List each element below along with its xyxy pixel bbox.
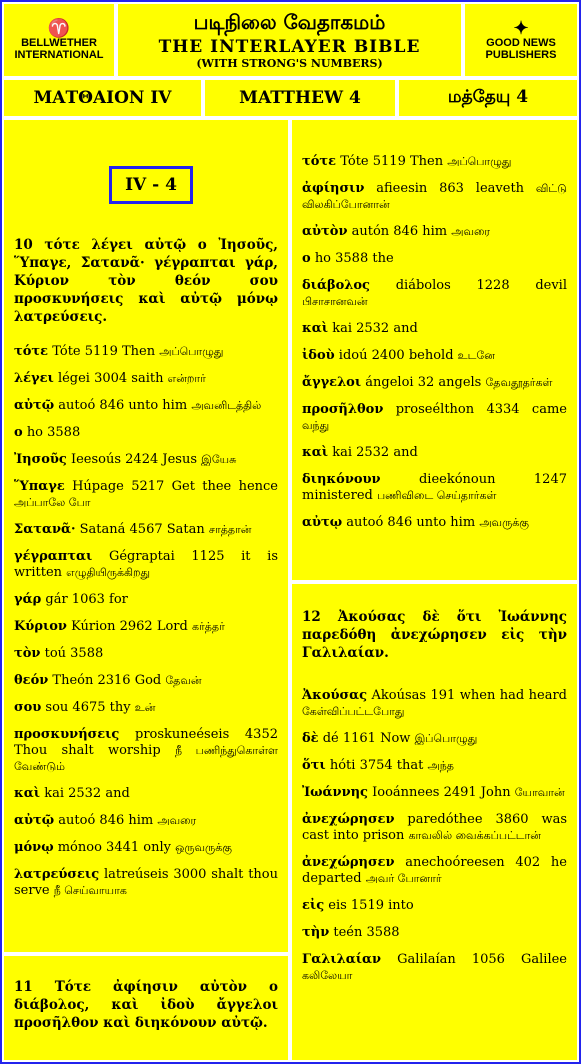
greek-word: ὅτι [302,758,326,773]
tamil-gloss: என்றார் [167,372,206,385]
word-gloss: kai 2532 and [332,321,418,336]
word-entry [14,786,278,802]
greek-word: δὲ [302,731,319,746]
word-gloss: Tóte 5119 Then [340,154,444,169]
greek-word: τότε [302,154,337,169]
verse12-text: 12 Ἀκούσας δὲ ὅτι Ἰωάννης παρεδόθη ἀνεχώρησεν εἰς τὴν Γαλιλαίαν. [302,609,567,661]
subtitle: (WITH STRONG'S NUMBERS) [196,57,383,70]
word-gloss: Ieesoús 2424 Jesus [70,452,198,467]
book-icon: ✦ [513,18,529,38]
word-gloss: anechoóreesen 402 he departed [302,855,567,886]
bellwether-logo-text: BELLWETHER INTERNATIONAL [14,37,104,61]
greek-word: Γαλιλαίαν [302,952,382,967]
bellwether-icon: ♈ [47,18,71,38]
word-entry [14,592,278,608]
tamil-gloss: வந்து [302,419,330,432]
word-gloss: gár 1063 for [45,592,128,607]
word-entry [14,673,278,689]
word-gloss: eis 1519 into [328,898,414,913]
word-entry [14,700,278,716]
word-gloss: Akoúsas 191 when had heard [371,688,567,703]
verse10-wordlist [14,344,278,899]
word-entry [302,952,567,984]
good-news-logo-text: GOOD NEWS PUBLISHERS [485,37,557,61]
word-gloss: Gégraptai 1125 it is written [14,549,278,580]
word-gloss: légei 3004 saith [57,371,164,386]
tamil-gloss: தேவன் [165,674,202,687]
tamil-gloss: யோவான் [514,786,565,799]
word-entry [302,785,567,801]
word-entry [14,840,278,856]
word-entry [302,812,567,844]
greek-word: αὐτῷ [14,813,55,828]
greek-word: λέγει [14,371,54,386]
tamil-gloss: சாத்தான் [208,523,252,536]
word-entry [302,402,567,434]
verse10-text: 10 τότε λέγει αὐτῷ ο Ἰησοῦς, Ὕπαγε, Σατανᾶ· γέγραπται γάρ, Κύριον τὸν θεόν σου προσκυνήσεις καὶ αὐτῷ μόνῳ λατρεύσεις. [14,237,278,325]
word-entry [14,727,278,775]
verse10-panel [2,118,290,954]
greek-word: καὶ [14,786,41,801]
tamil-gloss: கர்த்தர் [191,620,225,633]
title-block [116,2,463,78]
greek-word: ο [302,251,311,266]
tamil-book-label: மத்தேயு 4 [447,87,529,107]
word-gloss: proseélthon 4334 came [395,402,567,417]
tamil-gloss: அப்பொழுது [447,155,512,168]
word-entry [302,898,567,914]
title-english: THE INTERLAYER BIBLE [158,37,421,57]
tamil-gloss: கலிலேயா [302,969,353,982]
greek-word: καὶ [302,321,329,336]
greek-word: θεόν [14,673,49,688]
word-entry [14,425,278,441]
word-gloss: proskuneéseis 4352 Thou shalt worship [14,727,278,758]
chapter-reference: IV - 4 [109,166,193,204]
greek-word: εἰς [302,898,325,913]
greek-word: γάρ [14,592,42,607]
word-entry [302,375,567,391]
good-news-logo [463,2,579,78]
verse12-wordlist [302,688,567,984]
greek-word: προσκυνήσεις [14,727,120,742]
word-gloss: dé 1161 Now [322,731,411,746]
verse11-wordlist [302,154,567,531]
tamil-gloss: இயேசு [201,453,237,466]
word-entry [14,398,278,414]
greek-word: Κύριον [14,619,67,634]
word-entry [14,619,278,635]
word-gloss: Húpage 5217 Get thee hence [72,479,278,494]
tamil-gloss: நீ பணிந்துகொள்ள வேண்டும் [14,744,278,773]
greek-word: ἀφίησιν [302,181,365,196]
tamil-gloss: அப்பொழுது [159,345,224,358]
word-gloss: diábolos 1228 devil [395,278,568,293]
word-gloss: Theón 2316 God [52,673,162,688]
tamil-gloss: அவரை [451,225,491,238]
word-gloss: kai 2532 and [44,786,130,801]
word-gloss: sou 4675 thy [45,700,131,715]
word-gloss: teén 3588 [333,925,400,940]
greek-word: προσῆλθον [302,402,384,417]
greek-word: ἄγγελοι [302,375,362,390]
greek-book-tab[interactable] [2,78,203,118]
word-gloss: autón 846 him [351,224,448,239]
tamil-gloss: கேள்விப்பட்டபோது [302,705,405,718]
word-entry [302,731,567,747]
greek-word: αὐτῷ [14,398,55,413]
greek-word: τότε [14,344,49,359]
word-entry [302,251,567,267]
greek-word: ἀνεχώρησεν [302,855,395,870]
greek-word: ἀνεχώρησεν [302,812,395,827]
word-gloss: kai 2532 and [332,445,418,460]
word-entry [302,224,567,240]
greek-word: Ἀκούσας [302,688,368,703]
word-gloss: Iooánnees 2491 John [372,785,511,800]
tamil-gloss: தேவதூதர்கள் [485,376,553,389]
greek-word: Ἰησοῦς [14,452,67,467]
tamil-gloss: அவனிடத்தில் [191,399,262,412]
word-gloss: dieekónoun 1247 ministered [302,472,567,503]
tamil-gloss: நீ செய்வாயாக [53,884,127,897]
word-gloss: hóti 3754 that [329,758,424,773]
tamil-gloss: அவர் போனார் [365,872,442,885]
tamil-gloss: இப்பொழுது [414,732,478,745]
word-gloss: autoó 846 him [58,813,154,828]
tamil-gloss: எழுதியிருக்கிறது [66,566,151,579]
greek-word: τὸν [14,646,41,661]
greek-word: τὴν [302,925,330,940]
tamil-gloss: உன் [134,701,156,714]
word-gloss: afieesin 863 leaveth [376,181,525,196]
word-entry [14,344,278,360]
word-entry [302,855,567,887]
greek-word: γέγραπται [14,549,93,564]
word-entry [302,445,567,461]
word-entry [302,348,567,364]
word-entry [14,646,278,662]
greek-word: ἰδοὺ [302,348,335,363]
word-entry [302,688,567,720]
english-book-label: MATTHEW 4 [239,88,361,108]
word-gloss: Sataná 4567 Satan [79,522,205,537]
greek-word: αὐτὸν [302,224,348,239]
word-entry [14,371,278,387]
word-gloss: ángeloi 32 angels [365,375,482,390]
word-gloss: Kúrion 2962 Lord [71,619,188,634]
word-entry [14,867,278,899]
word-entry [302,278,567,310]
word-gloss: idoú 2400 behold [338,348,454,363]
word-entry [14,549,278,581]
word-entry [302,181,567,213]
word-entry [302,758,567,774]
tamil-gloss: விட்டு விலகிப்போனான் [302,182,567,211]
greek-word: διηκόνουν [302,472,381,487]
verse12-panel [290,582,579,1062]
verse11-panel [2,954,290,1062]
word-entry [302,925,567,941]
word-gloss: toú 3588 [44,646,104,661]
word-gloss: autoó 846 unto him [58,398,188,413]
word-gloss: paredóthee 3860 was cast into prison [302,812,567,843]
greek-word: καὶ [302,445,329,460]
word-gloss: ho 3588 the [314,251,394,266]
word-entry [302,321,567,337]
greek-word: λατρεύσεις [14,867,100,882]
greek-word: ο [14,425,23,440]
word-gloss: latreúseis 3000 shalt thou serve [14,867,278,898]
tamil-gloss: உடனே [457,349,495,362]
verse11-text: 11 Τότε ἀφίησιν αὐτὸν ο διάβολος, καὶ ἰδοὺ ἄγγελοι προσῆλθον καὶ διηκόνουν αὐτῷ. [14,979,278,1031]
word-gloss: ho 3588 [26,425,81,440]
verse11-words-panel [290,118,579,582]
tamil-gloss: அவரை [157,814,197,827]
word-entry [302,472,567,504]
greek-word: Ὕπαγε [14,479,65,494]
tamil-gloss: அவருக்கு [479,516,530,529]
greek-book-label: ΜΑΤΘΑΙΟΝ IV [33,88,172,108]
tamil-gloss: ஒருவருக்கு [175,841,232,854]
greek-word: σου [14,700,42,715]
word-entry [14,479,278,511]
tamil-gloss: பணிவிடை செய்தார்கள் [376,489,497,502]
word-gloss: Tóte 5119 Then [52,344,156,359]
tamil-book-tab[interactable] [397,78,579,118]
word-entry [302,154,567,170]
greek-word: Ἰωάννης [302,785,368,800]
tamil-gloss: அப்பாலே போ [14,496,91,509]
greek-word: μόνῳ [14,840,54,855]
english-book-tab[interactable] [203,78,397,118]
word-gloss: Galilaían 1056 Galilee [397,952,568,967]
word-gloss: mónoo 3441 only [57,840,171,855]
bellwether-logo [2,2,116,78]
tamil-gloss: அந்த [427,759,454,772]
word-gloss: autoó 846 unto him [346,515,476,530]
word-entry [302,515,567,531]
greek-word: διάβολος [302,278,370,293]
word-entry [14,522,278,538]
greek-word: Σατανᾶ· [14,522,76,537]
word-entry [14,813,278,829]
title-tamil: படிநிலை வேதாகமம் [193,10,386,34]
word-entry [14,452,278,468]
tamil-gloss: காவலில் வைக்கப்பட்டான் [408,829,541,842]
greek-word: αὐτῳ [302,515,343,530]
tamil-gloss: பிசாசானவன் [302,295,368,308]
